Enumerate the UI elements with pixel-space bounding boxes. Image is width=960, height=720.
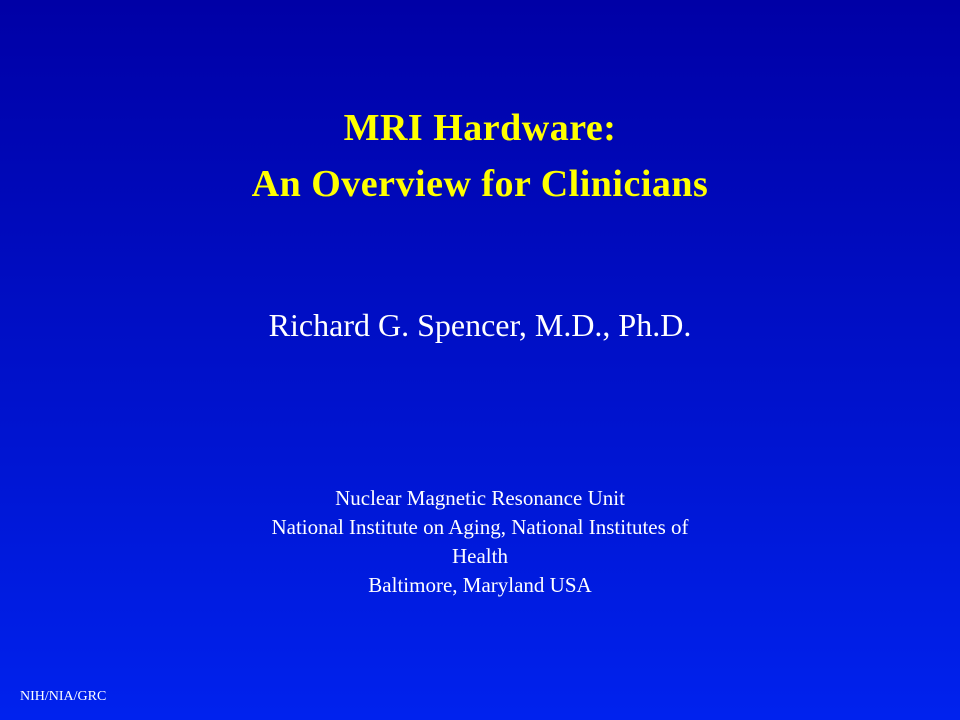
affiliation-line-4: Baltimore, Maryland USA (368, 573, 592, 597)
title-line-1: MRI Hardware: (343, 107, 617, 149)
affiliation-line-2: National Institute on Aging, National Institutes of (271, 515, 689, 539)
affiliation-line-3: Health (452, 544, 508, 568)
title-line-2: An Overview for Clinicians (251, 163, 709, 205)
slide-title (0, 100, 960, 212)
affiliation-line-1: Nuclear Magnetic Resonance Unit (335, 486, 625, 510)
author-name: Richard G. Spencer, M.D., Ph.D. (268, 307, 692, 343)
footer-label: NIH/NIA/GRC (20, 689, 107, 704)
affiliation-block (200, 484, 760, 600)
